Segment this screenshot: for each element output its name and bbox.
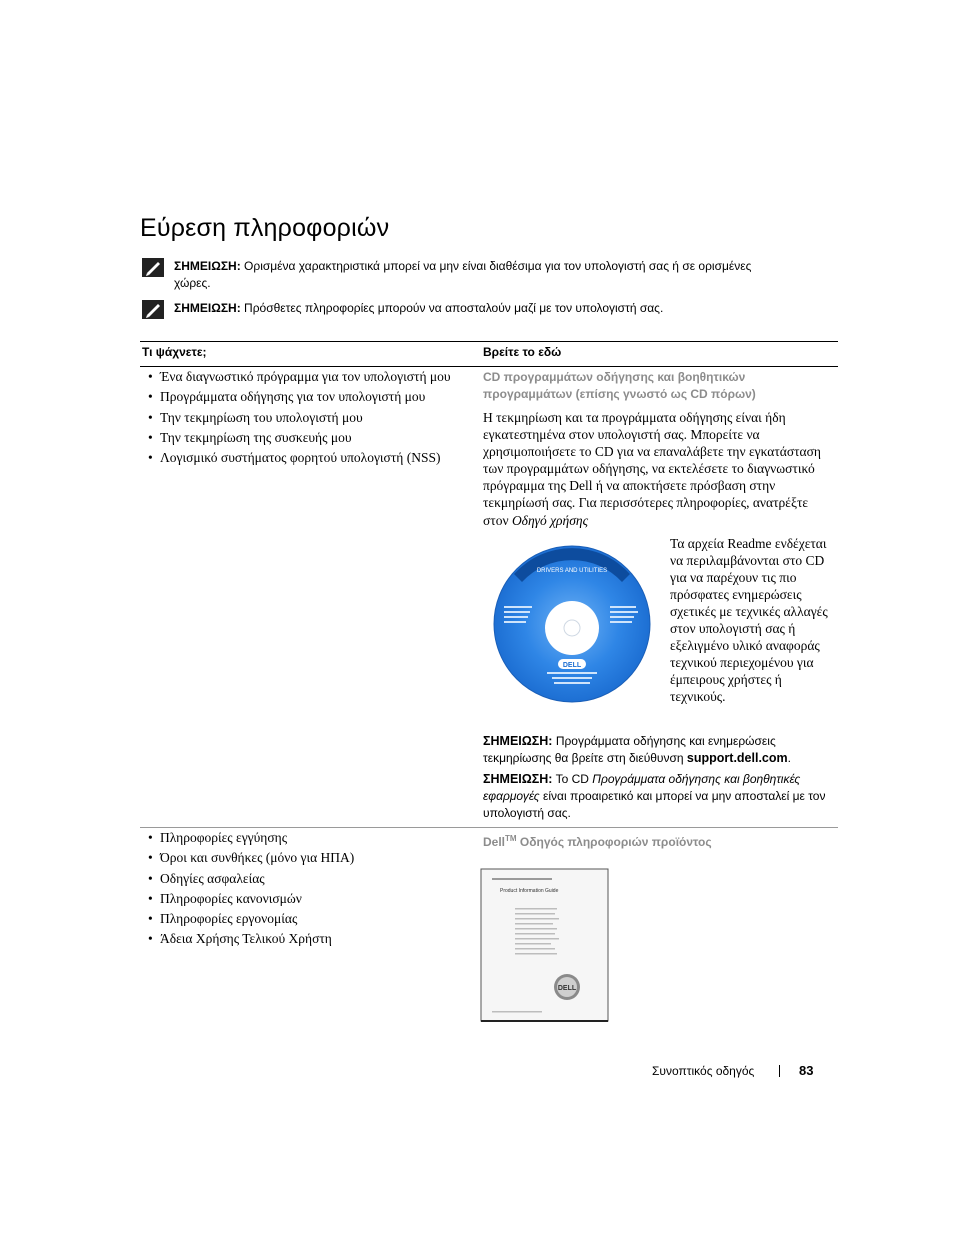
table-top-rule [140,341,838,342]
user-guide-reference: Οδηγό χρήσης [511,512,589,528]
cd-section-heading [483,369,756,403]
list-item: • Πληροφορίες εργονομίας [148,909,354,929]
list-item: • Λογισμικό συστήματος φορητού υπολογιστή (NSS) [148,448,451,468]
brand-name: Dell [483,835,506,849]
guide-title: Οδηγός πληροφοριών προϊόντος [516,835,712,849]
list-item: • Πληροφορίες εγγύησης [148,828,354,848]
row2-list [148,828,354,950]
booklet-title: Product Information Guide [500,888,559,894]
product-guide-heading [483,830,712,851]
cd-description [483,409,835,529]
note-italic: Προγράμματα οδήγησης και βοηθητικές εφαρμογές [483,772,801,803]
readme-note: Τα αρχεία Readme ενδέχεται να περιλαμβάνονται στο CD για να παρέχουν τις πιο πρόσφατες ενημερώσεις σχετικές με τεχνικές αλλαγές στον υπολογιστή σας ή εξελιγμένο υλικό αναφοράς τεχνικού περιεχομένου για έμπειρους χρήστες ή τεχνικούς. [670,536,828,704]
cd-description-text: Η τεκμηρίωση και τα προγράμματα οδήγησης είναι ήδη εγκατεστημένα στον υπολογιστή σας. Μπορείτε να χρησιμοποιήσετε το CD για να επαναλάβετε την εγκατάσταση των προγραμμάτων οδήγησης, να εκτελέσετε το διαγνωστικό πρόγραμμα της Dell ή να αποκτήσετε πρόσβαση στην τεκμηρίωσή σας. Για περισσότερες πληροφορίες, ανατρέξτε στον [483,410,821,528]
table-header-what: Τι ψάχνετε; [142,345,207,359]
note-label: ΣΗΜΕΙΩΣΗ: [174,259,241,273]
list-item: • Πληροφορίες κανονισμών [148,889,354,909]
note-label: ΣΗΜΕΙΩΣΗ: [483,772,553,786]
note-pencil-icon [142,258,164,277]
cd-heading-line1: CD προγραμμάτων οδήγησης και βοηθητικών [483,370,746,384]
note-label: ΣΗΜΕΙΩΣΗ: [174,301,241,315]
list-item: • Άδεια Χρήσης Τελικού Χρήστη [148,929,354,949]
cd-heading-line2: προγραμμάτων (επίσης γνωστό ως CD πόρων) [483,387,756,401]
footer-section-label: Συνοπτικός οδηγός [652,1064,755,1078]
note-pencil-icon [142,300,164,319]
trademark: TM [505,834,517,843]
footer-separator [779,1065,780,1077]
note-pre: Το CD [555,772,589,786]
list-item: • Οδηγίες ασφαλείας [148,869,354,889]
list-item: • Όροι και συνθήκες (μόνο για ΗΠΑ) [148,848,354,868]
list-item: • Προγράμματα οδήγησης για τον υπολογιστή μου [148,387,451,407]
note-text: Ορισμένα χαρακτηριστικά μπορεί να μην είναι διαθέσιμα για τον υπολογιστή σας ή σε ορισμένες χώρες. [174,259,752,290]
cd-dell-logo: DELL [562,662,582,669]
note-text: Πρόσθετες πληροφορίες μπορούν να αποσταλούν μαζί με τον υπολογιστή σας. [244,301,664,315]
product-guide-image [480,868,610,1024]
page-number: 83 [799,1063,814,1078]
note-end: . [787,751,791,765]
list-item: • Την τεκμηρίωση του υπολογιστή μου [148,408,451,428]
cd-image [492,544,652,704]
drivers-note [483,733,833,767]
cd-label: DRIVERS AND UTILITIES [536,568,608,574]
optional-cd-note [483,771,833,822]
row1-list [148,367,451,468]
note-post: είναι προαιρετικό και μπορεί να μην αποσταλεί με τον υπολογιστή σας. [483,789,826,820]
list-item: • Την τεκμηρίωση της συσκευής μου [148,428,451,448]
note-text: Προγράμματα οδήγησης και ενημερώσεις τεκμηρίωσης θα βρείτε στη διεύθυνση [483,734,776,765]
list-item: • Ένα διαγνωστικό πρόγραμμα για τον υπολογιστή μου [148,367,451,387]
support-link[interactable]: support.dell.com [686,751,788,765]
table-header-where: Βρείτε το εδώ [483,345,562,359]
note-2 [142,300,782,317]
page-title: Εύρεση πληροφοριών [140,214,390,242]
note-1 [142,258,782,292]
booklet-dell-logo: DELL [557,985,577,992]
note-label: ΣΗΜΕΙΩΣΗ: [483,734,553,748]
